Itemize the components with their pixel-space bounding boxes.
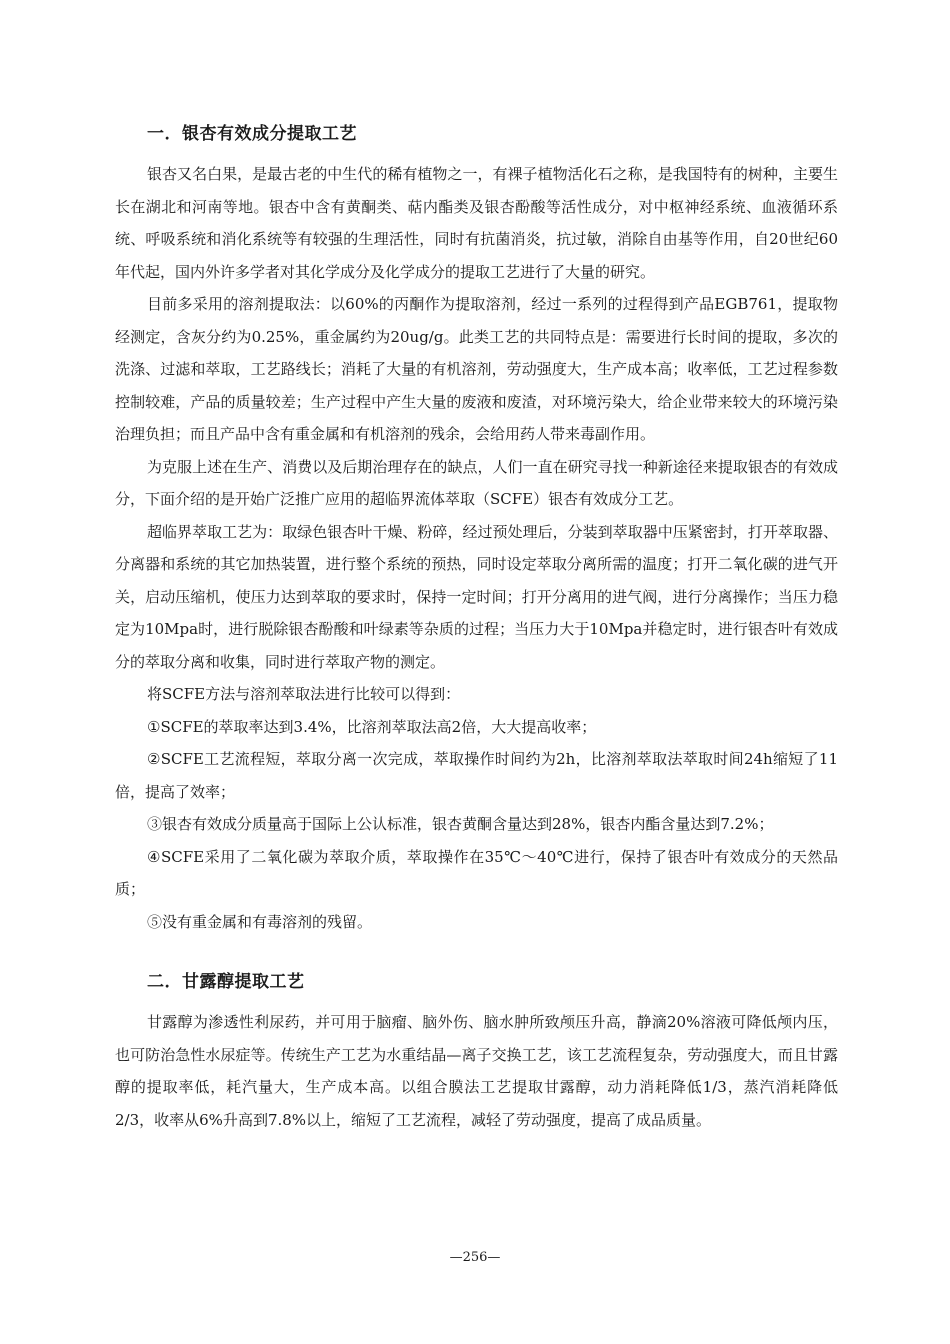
paragraph: 目前多采用的溶剂提取法：以60%的丙酮作为提取溶剂，经过一系列的过程得到产品EGB761，提取物经测定，含灰分约为0.25%，重金属约为20ug/g。此类工艺的共同特点是：需要进行长时间的提取，多次的洗涤、过滤和萃取，工艺路线长；消耗了大量的有机溶剂，劳动强度大，生产成本高；收率低，工艺过程参数控制较难，产品的质量较差；生产过程中产生大量的废液和废渣，对环境污染大，给企业带来较大的环境污染治理负担；而且产品中含有重金属和有机溶剂的残余，会给用药人带来毒副作用。	[115, 295, 838, 443]
page-number: —256—	[449, 1250, 501, 1265]
section-title-mannitol: 二．甘露醇提取工艺	[147, 972, 305, 992]
list-item: ④SCFE采用了二氧化碳为萃取介质，萃取操作在35℃～40℃进行，保持了银杏叶有效成分的天然品质；	[115, 847, 838, 898]
paragraph: 为克服上述在生产、消费以及后期治理存在的缺点，人们一直在研究寻找一种新途径来提取银杏的有效成分，下面介绍的是开始广泛推广应用的超临界流体萃取（SCFE）银杏有效成分工艺。	[115, 457, 838, 508]
section-title-ginkgo: 一．银杏有效成分提取工艺	[147, 124, 357, 144]
list-item: ①SCFE的萃取率达到3.4%，比溶剂萃取法高2倍，大大提高收率；	[147, 717, 597, 736]
list-item: ⑤没有重金属和有毒溶剂的残留。	[147, 912, 373, 931]
paragraph: 将SCFE方法与溶剂萃取法进行比较可以得到：	[147, 685, 461, 703]
list-item: ③银杏有效成分质量高于国际上公认标准，银杏黄酮含量达到28%，银杏内酯含量达到7.2%；	[147, 815, 774, 833]
paragraph: 银杏又名白果，是最古老的中生代的稀有植物之一，有裸子植物活化石之称，是我国特有的树种，主要生长在湖北和河南等地。银杏中含有黄酮类、萜内酯类及银杏酚酸等活性成分，对中枢神经系统、血液循环系统、呼吸系统和消化系统等有较强的生理活性，同时有抗菌消炎，抗过敏，消除自由基等作用，自20世纪60年代起，国内外许多学者对其化学成分及化学成分的提取工艺进行了大量的研究。	[115, 165, 838, 281]
paragraph: 甘露醇为渗透性利尿药，并可用于脑瘤、脑外伤、脑水肿所致颅压升高，静滴20%溶液可降低颅内压，也可防治急性水尿症等。传统生产工艺为水重结晶—离子交换工艺，该工艺流程复杂，劳动强度大，而且甘露醇的提取率低，耗汽量大，生产成本高。以组合膜法工艺提取甘露醇，动力消耗降低1/3，蒸汽消耗降低2/3，收率从6%升高到7.8%以上，缩短了工艺流程，减轻了劳动强度，提高了成品质量。	[115, 1013, 838, 1129]
document-body	[115, 118, 838, 1136]
list-item: ②SCFE工艺流程短，萃取分离一次完成，萃取操作时间约为2h，比溶剂萃取法萃取时间24h缩短了11倍，提高了效率；	[115, 750, 838, 801]
paragraph: 超临界萃取工艺为：取绿色银杏叶干燥、粉碎，经过预处理后，分装到萃取器中压紧密封，打开萃取器、分离器和系统的其它加热装置，进行整个系统的预热，同时设定萃取分离所需的温度；打开二氧化碳的进气开关，启动压缩机，使压力达到萃取的要求时，保持一定时间；打开分离用的进气阀，进行分离操作；当压力稳定为10Mpa时，进行脱除银杏酚酸和叶绿素等杂质的过程；当压力大于10Mpa并稳定时，进行银杏叶有效成分的萃取分离和收集，同时进行萃取产物的测定。	[115, 522, 838, 671]
